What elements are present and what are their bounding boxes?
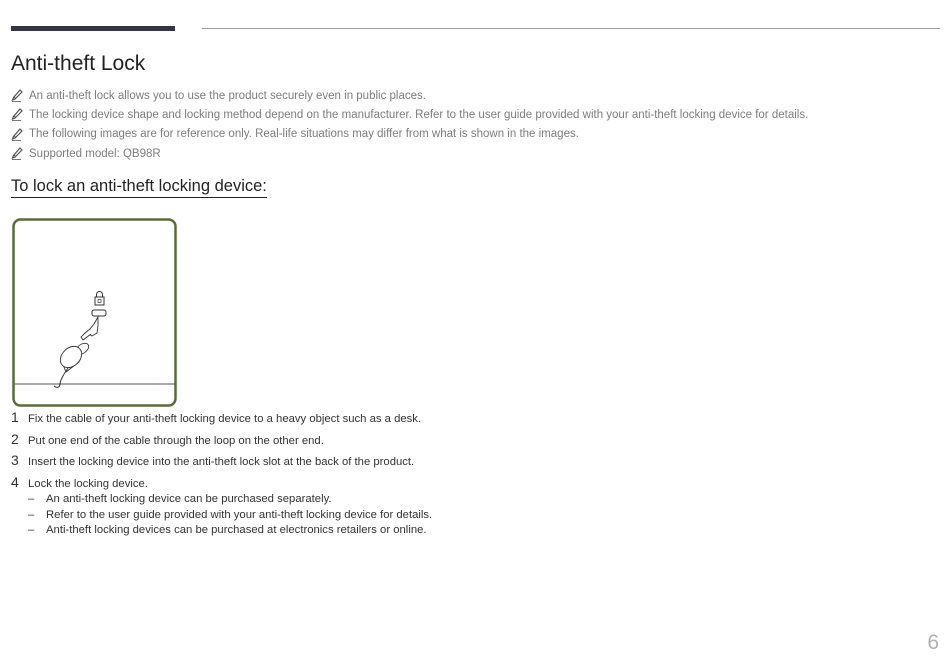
step-text: Lock the locking device.	[28, 478, 148, 491]
steps-list	[11, 409, 421, 496]
step-number: 2	[11, 430, 19, 447]
notes-list	[11, 86, 808, 163]
dash-bullet: –	[28, 493, 35, 505]
section-title: To lock an anti-theft locking device:	[11, 176, 267, 198]
page-title: Anti-theft Lock	[11, 52, 146, 75]
pencil-icon	[11, 128, 23, 141]
anti-theft-lock-illustration	[12, 218, 177, 407]
note-text: An anti-theft lock allows you to use the product securely even in public places.	[29, 89, 426, 102]
sub-note-item	[28, 524, 432, 540]
pencil-icon	[11, 108, 23, 121]
step-number: 1	[11, 409, 19, 425]
sub-note-item	[28, 509, 432, 525]
note-item	[11, 86, 808, 105]
sub-note-text: An anti-theft locking device can be purchased separately.	[46, 493, 332, 505]
step-text: Insert the locking device into the anti-theft lock slot at the back of the product.	[28, 456, 415, 469]
sub-note-text: Refer to the user guide provided with your anti-theft locking device for details.	[46, 508, 433, 521]
sub-note-item	[28, 493, 432, 509]
dash-bullet: –	[28, 508, 35, 521]
header-rule	[202, 28, 940, 29]
step-text: Put one end of the cable through the loop on the other end.	[28, 434, 324, 447]
step-item	[11, 452, 421, 474]
pencil-icon	[11, 89, 23, 102]
sub-note-text: Anti-theft locking devices can be purchased at electronics retailers or online.	[46, 524, 427, 537]
step-item	[11, 409, 421, 431]
pencil-icon	[11, 147, 23, 160]
note-text: The locking device shape and locking method depend on the manufacturer. Refer to the user guide provided with your anti-theft locking device for details.	[29, 108, 809, 121]
step-text: Fix the cable of your anti-theft locking device to a heavy object such as a desk.	[28, 413, 422, 425]
page-number: 6	[927, 631, 939, 654]
lock-slot	[92, 310, 106, 316]
step-item	[11, 431, 421, 453]
note-item	[11, 144, 808, 163]
sub-notes-list	[28, 493, 432, 540]
note-text: Supported model: QB98R	[29, 147, 161, 160]
note-item	[11, 125, 808, 144]
header-accent-bar	[11, 26, 175, 31]
note-item	[11, 105, 808, 124]
step-number: 4	[11, 474, 19, 491]
note-text: The following images are for reference only. Real-life situations may differ from what is shown in the images.	[29, 128, 579, 141]
dash-bullet: –	[28, 524, 35, 537]
step-number: 3	[11, 452, 19, 469]
